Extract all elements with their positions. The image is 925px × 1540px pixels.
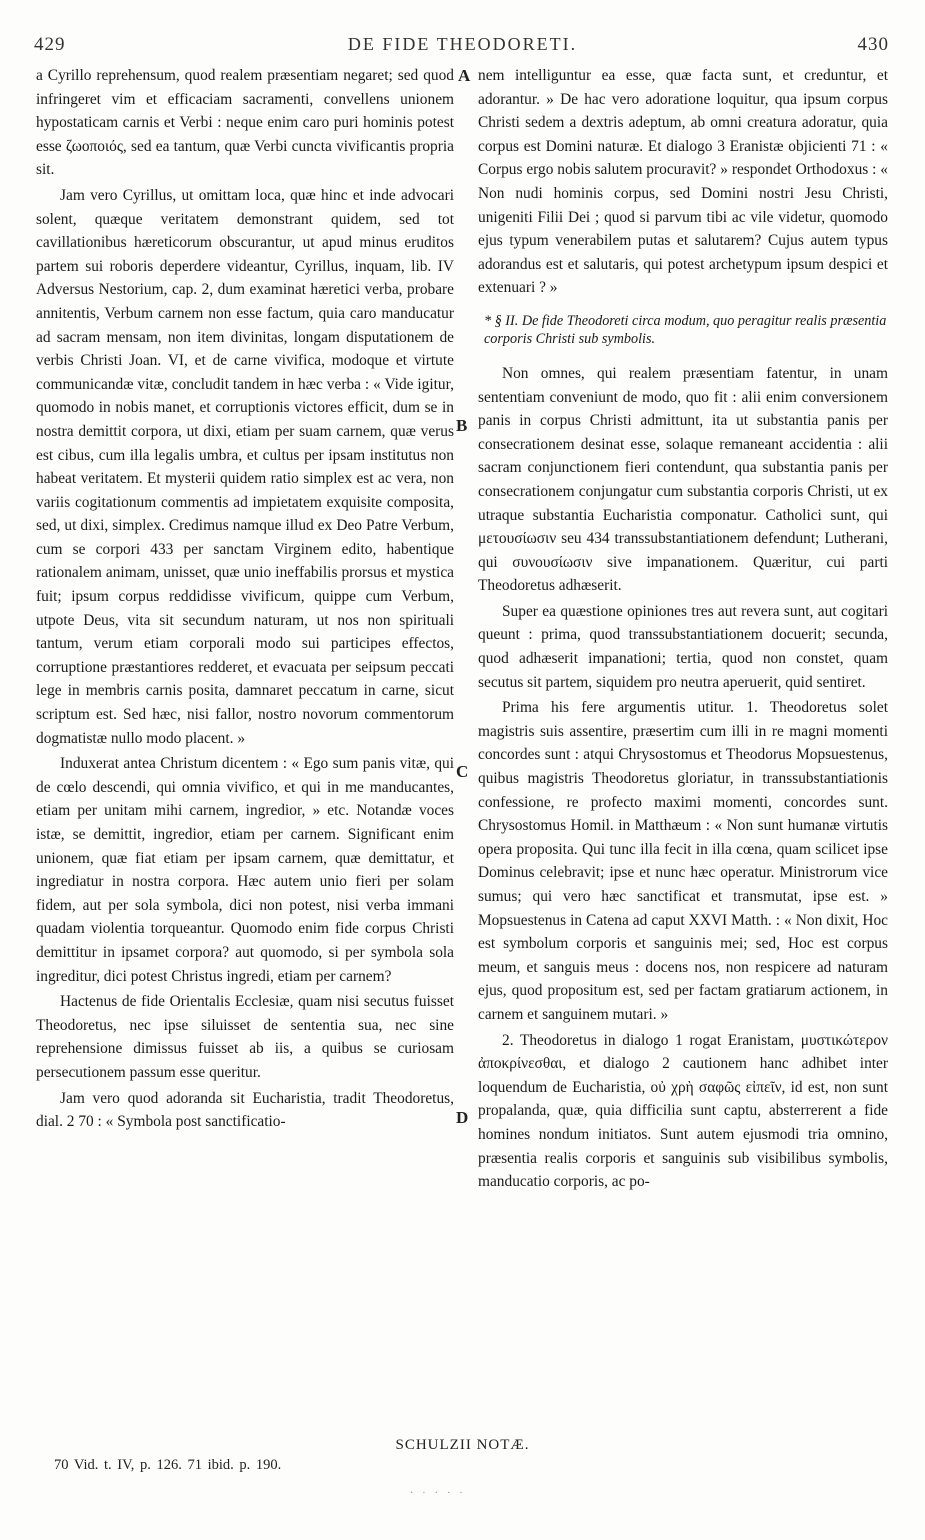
left-column <box>36 64 454 1434</box>
footnotes-heading: SCHULZII NOTÆ. <box>395 1437 530 1453</box>
paragraph: Prima his fere argumentis utitur. 1. Theodoretus solet magistris suis assentire, præsertim cum illi in re magni momenti concordes sunt : atqui Chrysostomus et Theodorus Mopsuestenus, quibus magistris Theodoretus gloriatur, in transsubstantiationis confessione, re profecto maximi momenti, concordes sunt. Chrysostomus Homil. in Matthæum : « Non sunt humanæ virtutis opera proposita. Qui tunc illa fecit in illa cœna, quam scilicet ipse Dominus celebravit; ipse et nunc hæc operatur. Ministrorum vice sumus; qui vero hæc sanctificat et transmutat, ipse est. » Mopsuestenus in Catena ad caput XXVI Matth. : « Non dixit, Hoc est symbolum corporis et sanguinis mei; sed, Hoc est corpus meum, et sanguis meus : docens nos, non respicere ad naturam ejus, quod propositum est, sed per factam gratiarum actionem, in carnem et sanguinem mutari. » <box>478 699 888 1023</box>
paragraph: a Cyrillo reprehensum, quod realem præsentiam negaret; sed quod infringeret vim et efficaciam sacramenti, convellens unionem hypostaticam carnis et Verbi : neque enim caro puri hominis potest esse ζωοποιός, sed ea tantum, quæ Verbi cuncta vivificantis propria sit. <box>36 67 454 179</box>
running-title: DE FIDE THEODORETI. <box>347 34 578 54</box>
paragraph: 2. Theodoretus in dialogo 1 rogat Eranistam, μυστικώτερον ἀποκρίνεσθαι, et dialogo 2 cautionem hanc adhibet inter loquendum de Eucharistia, οὐ χρὴ σαφῶς εἰπεῖν, id est, non sunt propalanda, quæ, quia difficilia sunt captu, absterrerent a fide homines nondum initiatos. Sunt autem ejusmodi tria omnino, præsentia realis corporis et sanguinis sub visibilibus symbolis, manducatio corporis, ac po- <box>478 1031 888 1191</box>
right-column <box>478 64 888 1434</box>
paragraph: nem intelliguntur ea esse, quæ facta sunt, et creduntur, et adorantur. » De hac vero adoratione loquitur, qua ipsum corpus Christi sedem a dextris adeptum, ab omni creatura adoratur, quia corpus est Domini naturæ. Et dialogo 3 Eranistæ objicienti 71 : « Corpus ergo nobis salutem procuravit? » respondet Orthodoxus : « Non nudi hominis corpus, sed Domini nostri Jesu Christi, unigeniti Filii Dei ; quod si parvum tibi ac vile videtur, quomodo ejus typum venerabilem putas et salutarem? Cujus autem typus adorandus est et salutaris, qui potest archetypum ipsum despici et extenuari ? » <box>478 67 888 297</box>
column-marker-d: D <box>456 1108 469 1127</box>
paragraph: Jam vero quod adoranda sit Eucharistia, tradit Theodoretus, dial. 2 70 : « Symbola post sanctificatio- <box>36 1089 454 1131</box>
paragraph: Induxerat antea Christum dicentem : « Ego sum panis vitæ, qui de cœlo descendi, qui omnia vivifico, et qui in me manducantes, etiam per unitam mihi carnem, ingredior, » etc. Notandæ voces istæ, se demittit, ingredior, etiam per carnem. Significant enim unionem, quæ fiat etiam per ipsam carnem, quæ demittatur, et ingrediatur in nostra corpora. Hæc autem unio fieri per solam fidem, aut per sola symbola, dici non potest, nisi verba immani quadam violentia torqueantur. Quomodo enim fide corpus Christi demittitur in ipsamet corpora? aut quomodo, si per symbola sola ingreditur, dici potest Christus ingredi, etiam per carnem? <box>36 755 454 985</box>
footnotes: 70 Vid. t. IV, p. 126. 71 ibid. p. 190. <box>54 1457 282 1473</box>
page-number-right: 430 <box>857 34 889 55</box>
column-marker-a: A <box>458 66 471 85</box>
paragraph: Super ea quæstione opiniones tres aut revera sunt, aut cogitari queunt : prima, quod transsubstantiationem docuerit; secunda, quod adhæserit impanationi; tertia, quod non constet, quam secutus sit partem, siquidem pro neutra aperuerit, quid sentiret. <box>478 602 888 691</box>
paragraph: Hactenus de fide Orientalis Ecclesiæ, quam nisi secutus fuisset Theodoretus, nec ipse siluisset de sententia sua, nec sine reprehensione dimissus fuisset ab iis, a quibus se curiosam persecutionem passum esse queritur. <box>36 993 454 1081</box>
column-marker-c: C <box>456 762 469 781</box>
page-header <box>30 34 895 62</box>
section-heading: * § II. De fide Theodoreti circa modum, quo peragitur realis præsentia corporis Christi sub symbolis. <box>484 312 887 347</box>
column-gutter <box>461 70 463 1410</box>
paragraph: Non omnes, qui realem præsentiam fatentur, in unam sententiam conveniunt de modo, quo fit : alii enim conversionem panis in corpus Christi admittunt, ita ut substantia panis per consecrationem desinat esse, solaque remaneant accidentia : alii sacram conjunctionem fieri contendunt, qua substantia panis per consecrationem conjungatur cum substantia corporis Christi, ut ex utraque substantia Eucharistia componatur. Catholici sunt, qui μετουσίωσιν seu 434 transsubstantiationem defendunt; Lutherani, qui συνουσίωσιν sive impanationem. Quæritur, cui parti Theodoretus adhæserit. <box>478 364 888 595</box>
page-number-left: 429 <box>34 34 66 55</box>
column-marker-b: B <box>456 416 468 435</box>
paragraph: Jam vero Cyrillus, ut omittam loca, quæ hinc et inde advocari solent, quæque veritatem demonstrant quidem, sed tot cavillationibus hæreticorum obscurantur, ut apud minus eruditos partem sui roboris deperdere videantur, Cyrillus, inquam, lib. IV Adversus Nestorium, cap. 2, dum examinat hæretici verba, probare annitentis, Verbum carnem non esse factum, quia caro manducatur ad sacram mensam, non item divinitas, longam disputationem de verbis Christi Joan. VI, et de carne vivifica, modoque et virtute communicandæ vitæ, concludit tandem in hæc verba : « Vide igitur, quomodo in nobis manet, et corruptionis victores efficit, dum se in nostra demittit corpora, ut dixi, etiam per suam carnem, quæ verus est cibus, cum illa legalis umbra, et cultus per ipsam institutus non habeat veritatem. Et mysterii quidem ratio simplex est ac vera, non variis cogitationum commentis ad impietatem exquisite composita, sed, ut dixi, simplex. Credimus namque illud ex Deo Patre Verbum, cum se corpori 433 per sanctam Virginem edito, habentique rationalem animam, unisset, quæ unio ineffabilis prorsus et mystica fuit; ipsum corpus reddidisse vivificum, quippe cum Verbum, utpote Deus, vita sit secundum naturam, ut nos non spirituali tantum, verum etiam corporali modo sui participes effectos, corruptione præstantiores redderet, et evacuata per seipsum peccati lege in membris carnis posita, damnaret peccatum in carne, sicut scriptum est. Sed hæc, nisi fallor, nostro novorum commentorum dogmatistæ nullo modo placent. » <box>36 186 454 747</box>
bottom-ornament: · · · · · <box>410 1488 466 1499</box>
